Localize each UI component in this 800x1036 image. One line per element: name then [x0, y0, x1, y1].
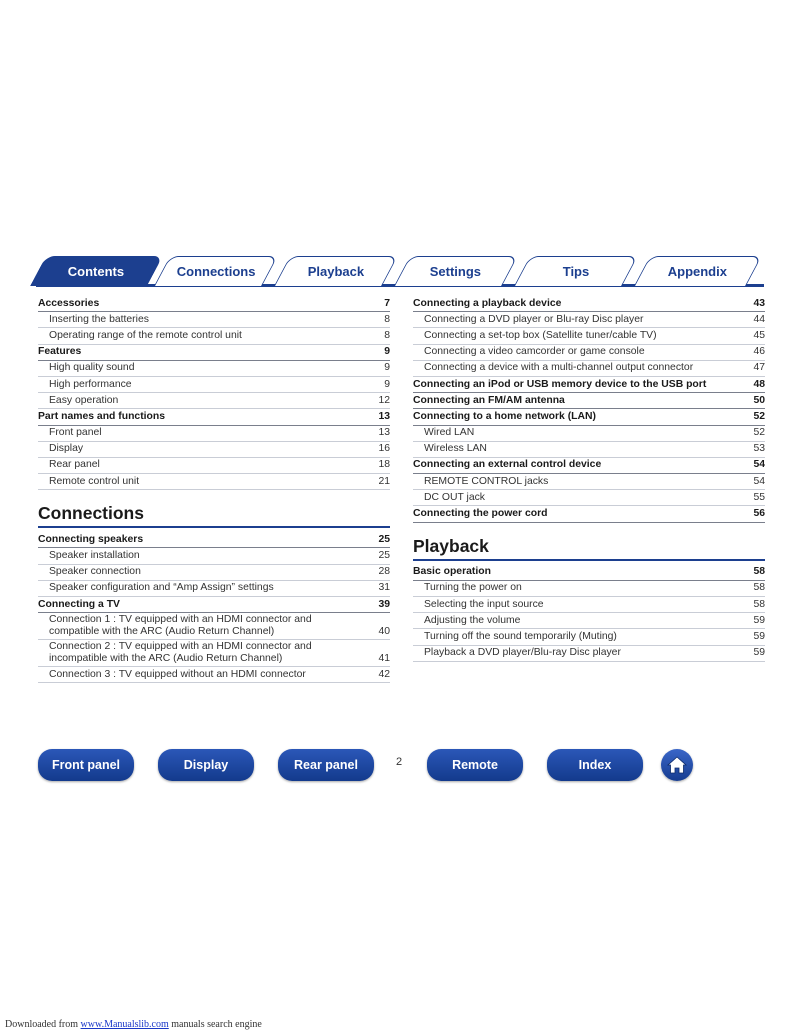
toc-subentry[interactable]	[38, 442, 390, 458]
toc-subentry-title	[424, 599, 544, 611]
toc-entry-page: 58	[753, 566, 765, 578]
toc-subentry[interactable]	[413, 613, 765, 629]
download-footer: Downloaded from www.Manualslib.com manuals search engine	[5, 1019, 262, 1030]
manualslib-link[interactable]: www.Manualslib.com	[80, 1019, 169, 1030]
toc-entry[interactable]	[38, 345, 390, 361]
toc-entry-page: 7	[384, 297, 390, 309]
toc-subentry-title	[49, 582, 274, 594]
toc-subentry-line: Connecting a device with a multi-channel output connector	[424, 362, 694, 374]
toc-subentry-page: 54	[753, 475, 765, 487]
toc-subentry-line: Speaker connection	[49, 566, 141, 578]
toc-subentry-line: Easy operation	[49, 394, 119, 406]
toc-subentry-page: 41	[378, 653, 390, 665]
toc-entry-page: 25	[378, 533, 390, 545]
toc-subentry-title	[49, 362, 135, 374]
toc-subentry-page: 52	[753, 427, 765, 439]
toc-subentry-line: Connection 2 : TV equipped with an HDMI connector and	[49, 641, 312, 653]
toc-subentry-page: 31	[378, 582, 390, 594]
toc-subentry-line: Connecting a video camcorder or game console	[424, 346, 645, 358]
toc-subentry[interactable]	[38, 640, 390, 667]
tab-appendix[interactable]: Appendix	[634, 256, 762, 286]
toc-subentry-line: Inserting the batteries	[49, 313, 149, 325]
toc-subentry-line: Adjusting the volume	[424, 614, 521, 626]
toc-subentry[interactable]	[38, 667, 390, 683]
toc-subentry-title	[49, 641, 312, 665]
tab-settings[interactable]: Settings	[394, 256, 518, 286]
toc-subentry-page: 59	[753, 630, 765, 642]
toc-subentry-line: Rear panel	[49, 459, 100, 471]
toc-subentry[interactable]	[413, 442, 765, 458]
toc-subentry-line: Connecting a set-top box (Satellite tuner/cable TV)	[424, 329, 657, 341]
toc-subentry-title	[49, 614, 312, 638]
toc-subentry-line: Turning off the sound temporarily (Muting)	[424, 630, 617, 642]
toc-subentry-page: 21	[378, 475, 390, 487]
home-button[interactable]	[661, 749, 693, 781]
toc-subentry[interactable]	[413, 361, 765, 377]
toc-subentry-line: Wired LAN	[424, 427, 475, 439]
toc-subentry-title	[424, 631, 617, 643]
toc-subentry[interactable]	[38, 613, 390, 640]
toc-subentry-title	[424, 615, 520, 627]
toc-subentry-title	[49, 443, 83, 455]
toc-subentry-page: 58	[753, 582, 765, 594]
toc-subentry-page: 58	[753, 598, 765, 610]
toc-subentry[interactable]	[413, 490, 765, 506]
toc-entry[interactable]	[413, 393, 765, 409]
toc-right-column	[413, 296, 765, 662]
toc-subentry-page: 42	[378, 668, 390, 680]
toc-entry-title: Features	[38, 346, 82, 358]
toc-subentry[interactable]	[413, 312, 765, 328]
toc-subentry-line: Turning the power on	[424, 582, 522, 594]
toc-entry-title: Connecting an FM/AM antenna	[413, 394, 565, 406]
toc-subentry-title	[424, 647, 621, 659]
toc-subentry[interactable]	[413, 345, 765, 361]
toc-subentry[interactable]	[38, 328, 390, 344]
remote-button[interactable]: Remote	[427, 749, 523, 781]
toc-subentry[interactable]	[413, 426, 765, 442]
section-title: Connections	[38, 500, 390, 528]
tab-playback[interactable]: Playback	[274, 256, 398, 286]
toc-entry-page: 13	[378, 410, 390, 422]
toc-entry-page: 48	[753, 378, 765, 390]
toc-subentry-page: 13	[378, 427, 390, 439]
toc-subentry[interactable]	[413, 474, 765, 490]
toc-subentry-page: 8	[384, 313, 390, 325]
toc-subentry-title	[49, 379, 132, 391]
toc-subentry[interactable]	[38, 581, 390, 597]
toc-subentry-title	[49, 459, 100, 471]
toc-subentry-line: Speaker configuration and “Amp Assign” settings	[49, 582, 274, 594]
toc-subentry-page: 40	[378, 626, 390, 638]
toc-entry-page: 56	[753, 508, 765, 520]
toc-subentry-title	[49, 330, 242, 342]
toc-entry[interactable]	[413, 409, 765, 425]
toc-subentry-line: High performance	[49, 378, 132, 390]
toc-entry[interactable]	[38, 597, 390, 613]
rear-panel-button[interactable]: Rear panel	[278, 749, 374, 781]
toc-left-column	[38, 296, 390, 683]
toc-subentry[interactable]	[38, 393, 390, 409]
toc-subentry-line: incompatible with the ARC (Audio Return Channel)	[49, 653, 283, 665]
toc-subentry[interactable]	[38, 458, 390, 474]
tab-bar	[36, 256, 764, 286]
toc-subentry[interactable]	[413, 328, 765, 344]
toc-entry[interactable]	[38, 532, 390, 548]
toc-subentry-line: REMOTE CONTROL jacks	[424, 475, 549, 487]
toc-subentry-title	[424, 330, 657, 342]
toc-entry[interactable]	[413, 377, 765, 393]
toc-subentry-line: Connection 3 : TV equipped without an HDMI connector	[49, 668, 306, 680]
toc-entry-page: 50	[753, 394, 765, 406]
toc-subentry[interactable]	[413, 581, 765, 597]
tab-connections[interactable]: Connections	[154, 256, 278, 286]
toc-subentry-line: Playback a DVD player/Blu-ray Disc player	[424, 647, 621, 659]
toc-subentry-page: 9	[384, 378, 390, 390]
toc-entry-page: 43	[753, 297, 765, 309]
toc-entry-title: Connecting a TV	[38, 598, 120, 610]
toc-subentry-title	[49, 566, 141, 578]
toc-subentry-page: 46	[753, 346, 765, 358]
tab-contents[interactable]: Contents	[30, 256, 163, 286]
toc-subentry-title	[49, 427, 102, 439]
toc-subentry-page: 44	[753, 313, 765, 325]
section-title: Playback	[413, 533, 765, 561]
toc-subentry-line: Selecting the input source	[424, 598, 544, 610]
toc-subentry-page: 16	[378, 443, 390, 455]
toc-subentry-title	[424, 314, 643, 326]
toc-subentry-line: Connection 1 : TV equipped with an HDMI connector and	[49, 614, 312, 626]
toc-entry[interactable]	[38, 296, 390, 312]
toc-subentry-title	[424, 492, 485, 504]
page-number: 2	[396, 756, 403, 768]
toc-subentry[interactable]	[38, 377, 390, 393]
front-panel-button[interactable]: Front panel	[38, 749, 134, 781]
toc-subentry[interactable]	[38, 565, 390, 581]
toc-entry-title: Connecting an iPod or USB memory device to the USB port	[413, 378, 707, 390]
toc-subentry-line: High quality sound	[49, 362, 135, 374]
toc-subentry-title	[424, 346, 645, 358]
toc-subentry-page: 28	[378, 566, 390, 578]
toc-subentry-title	[49, 314, 149, 326]
toc-subentry[interactable]	[38, 548, 390, 564]
toc-subentry-page: 25	[378, 550, 390, 562]
toc-subentry-page: 9	[384, 362, 390, 374]
toc-subentry-title	[424, 427, 474, 439]
toc-subentry[interactable]	[38, 312, 390, 328]
tab-tips[interactable]: Tips	[514, 256, 638, 286]
toc-subentry-line: Display	[49, 443, 84, 455]
toc-subentry-title	[424, 582, 522, 594]
toc-subentry-title	[424, 476, 548, 488]
toc-subentry-title	[49, 476, 139, 488]
toc-entry[interactable]	[413, 506, 765, 522]
toc-subentry-page: 55	[753, 491, 765, 503]
toc-subentry-page: 8	[384, 329, 390, 341]
toc-subentry-line: DC OUT jack	[424, 491, 486, 503]
toc-subentry-line: Speaker installation	[49, 550, 140, 562]
toc-subentry-title	[49, 669, 306, 681]
toc-subentry-title	[49, 550, 140, 562]
toc-entry[interactable]	[413, 296, 765, 312]
toc-subentry[interactable]	[38, 426, 390, 442]
toc-subentry-title	[49, 395, 118, 407]
toc-entry-page: 39	[378, 598, 390, 610]
toc-subentry-page: 53	[753, 443, 765, 455]
toc-subentry-line: Front panel	[49, 427, 102, 439]
toc-subentry[interactable]	[38, 361, 390, 377]
toc-subentry[interactable]	[413, 646, 765, 662]
toc-subentry-line: Wireless LAN	[424, 443, 487, 455]
toc-subentry-page: 47	[753, 362, 765, 374]
home-icon	[666, 755, 688, 775]
display-button[interactable]: Display	[158, 749, 254, 781]
toc-entry[interactable]	[38, 409, 390, 425]
toc-subentry-page: 45	[753, 329, 765, 341]
toc-subentry-page: 12	[378, 394, 390, 406]
toc-entry-title: Connecting the power cord	[413, 508, 548, 520]
toc-subentry-page: 59	[753, 614, 765, 626]
toc-entry[interactable]	[413, 565, 765, 581]
toc-entry-title: Accessories	[38, 297, 100, 309]
toc-entry-title: Part names and functions	[38, 410, 166, 422]
toc-entry-page: 54	[753, 459, 765, 471]
index-button[interactable]: Index	[547, 749, 643, 781]
toc-subentry-title	[424, 362, 693, 374]
toc-subentry-line: compatible with the ARC (Audio Return Channel)	[49, 626, 275, 638]
toc-subentry[interactable]	[413, 597, 765, 613]
toc-entry[interactable]	[413, 458, 765, 474]
toc-entry-title: Connecting speakers	[38, 533, 144, 545]
toc-entry-title: Connecting to a home network (LAN)	[413, 410, 596, 422]
toc-subentry-title	[424, 443, 487, 455]
toc-entry-page: 9	[384, 346, 390, 358]
toc-subentry[interactable]	[38, 474, 390, 490]
toc-subentry-page: 18	[378, 459, 390, 471]
toc-subentry[interactable]	[413, 629, 765, 645]
toc-subentry-line: Connecting a DVD player or Blu-ray Disc player	[424, 313, 644, 325]
toc-entry-page: 52	[753, 410, 765, 422]
toc-entry-title: Connecting an external control device	[413, 459, 602, 471]
toc-subentry-line: Operating range of the remote control unit	[49, 329, 242, 341]
toc-subentry-line: Remote control unit	[49, 475, 140, 487]
toc-entry-title: Connecting a playback device	[413, 297, 562, 309]
toc-subentry-page: 59	[753, 647, 765, 659]
toc-entry-title: Basic operation	[413, 566, 491, 578]
